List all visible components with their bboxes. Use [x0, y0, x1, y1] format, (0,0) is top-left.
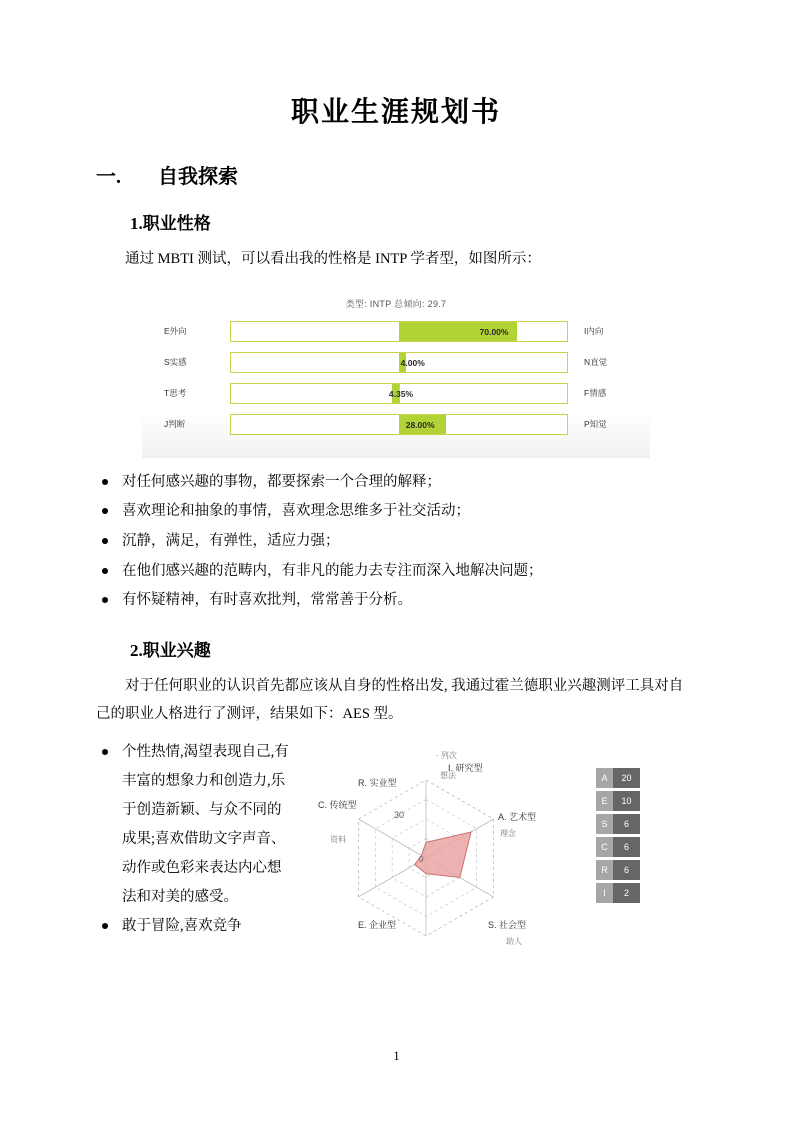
list-item: 敢于冒险,喜欢竞争 — [96, 912, 292, 941]
mbti-left-label: T思考 — [164, 388, 187, 399]
radar-sublabel-c: 资料 — [330, 835, 346, 845]
legend-value: 6 — [613, 837, 640, 857]
legend-row — [596, 791, 640, 811]
page-number: 1 — [393, 1049, 400, 1063]
mbti-chart-rows — [142, 317, 650, 439]
mbti-right-label: P知觉 — [584, 419, 607, 430]
legend-value: 6 — [613, 860, 640, 880]
radar-tick-30: 30 — [394, 810, 405, 821]
legend-key: A — [596, 768, 613, 788]
radar-axis-label-s: S. 社会型 — [488, 920, 527, 931]
interest-result-block — [96, 738, 696, 1008]
mbti-left-label: J判断 — [164, 419, 186, 430]
list-item: 个性热情,渴望表现自己,有丰富的想象力和创造力,乐于创造新颖、与众不同的成果;喜欢借助文字声音、动作或色彩来表达内心想法和对美的感受。 — [96, 738, 292, 912]
mbti-bar-track — [230, 352, 568, 373]
list-item: 在他们感兴趣的范畴内，有非凡的能力去专注而深入地解决问题； — [96, 557, 696, 587]
radar-axis-label-c: C. 传统型 — [318, 800, 357, 811]
page-content — [96, 60, 696, 1008]
legend-row — [596, 860, 640, 880]
legend-key: R — [596, 860, 613, 880]
radar-axis-label-r: R. 实业型 — [358, 778, 397, 789]
mbti-value-label: 28.00% — [405, 419, 435, 430]
radar-sublabel-top: 想法 — [440, 771, 456, 781]
mbti-value-label: 70.00% — [479, 326, 509, 337]
radar-axis-label-e: E. 企业型 — [358, 920, 397, 931]
mbti-right-label: F情感 — [584, 388, 607, 399]
mbti-bar-track — [230, 321, 568, 342]
page-title: 职业生涯规划书 — [290, 97, 501, 128]
legend-key: S — [596, 814, 613, 834]
mbti-row — [142, 348, 650, 377]
radar-svg — [308, 746, 558, 976]
list-item: 有怀疑精神，有时喜欢批判，常常善于分析。 — [96, 586, 696, 616]
mbti-row — [142, 379, 650, 408]
mbti-right-label: I内向 — [584, 326, 604, 337]
mbti-value-label: 4.35% — [388, 388, 414, 399]
mbti-value-label: 4.00% — [400, 357, 425, 368]
radar-axis-label-a: A. 艺术型 — [498, 812, 537, 823]
radar-tick-0: 0 — [419, 855, 424, 865]
subsection-heading-1: 1.职业性格 — [130, 214, 211, 233]
legend-value: 6 — [613, 814, 640, 834]
holland-legend — [596, 768, 640, 906]
subsection-1-intro: 通过 MBTI 测试，可以看出我的性格是 INTP 学者型，如图所示： — [125, 251, 541, 267]
list-item: 沉静，满足，有弹性，适应力强； — [96, 527, 696, 557]
interest-bullet-list — [96, 738, 292, 941]
mbti-bar-track — [230, 414, 568, 435]
section-title: 自我探索 — [158, 166, 238, 188]
mbti-row — [142, 317, 650, 346]
legend-value: 20 — [613, 768, 640, 788]
subsection-heading-2: 2.职业兴趣 — [130, 641, 211, 661]
radar-sublabel-a: 理念 — [500, 829, 516, 839]
radar-axis-label-i: I. 研究型 — [448, 763, 483, 774]
section-heading-1 — [96, 160, 696, 189]
radar-sublabel-s: 助人 — [506, 937, 522, 947]
legend-key: E — [596, 791, 613, 811]
legend-value: 2 — [613, 883, 640, 903]
mbti-left-label: E外向 — [164, 326, 187, 337]
mbti-right-label: N直觉 — [584, 357, 608, 368]
radar-sublabel-top-axis: · 列次 — [436, 751, 457, 761]
mbti-left-label: S实感 — [164, 357, 187, 368]
list-item: 喜欢理论和抽象的事情，喜欢理念思维多于社交活动； — [96, 497, 696, 527]
list-item: 对任何感兴趣的事物，都要探索一个合理的解释； — [96, 468, 696, 498]
legend-row — [596, 768, 640, 788]
legend-row — [596, 883, 640, 903]
legend-key: C — [596, 837, 613, 857]
mbti-row — [142, 410, 650, 439]
mbti-chart — [142, 288, 650, 458]
personality-bullet-list — [96, 468, 696, 617]
legend-value: 10 — [613, 791, 640, 811]
legend-row — [596, 837, 640, 857]
legend-key: I — [596, 883, 613, 903]
section-number: 一. — [96, 166, 121, 188]
mbti-chart-caption: 类型: INTP 总倾向: 29.7 — [345, 298, 447, 309]
legend-row — [596, 814, 640, 834]
subsection-2-intro: 对于任何职业的认识首先都应该从自身的性格出发, 我通过霍兰德职业兴趣测评工具对自己的职业人格进行了测评，结果如下：AES 型。 — [96, 678, 684, 722]
mbti-bar-track — [230, 383, 568, 404]
holland-radar-chart — [308, 746, 558, 976]
